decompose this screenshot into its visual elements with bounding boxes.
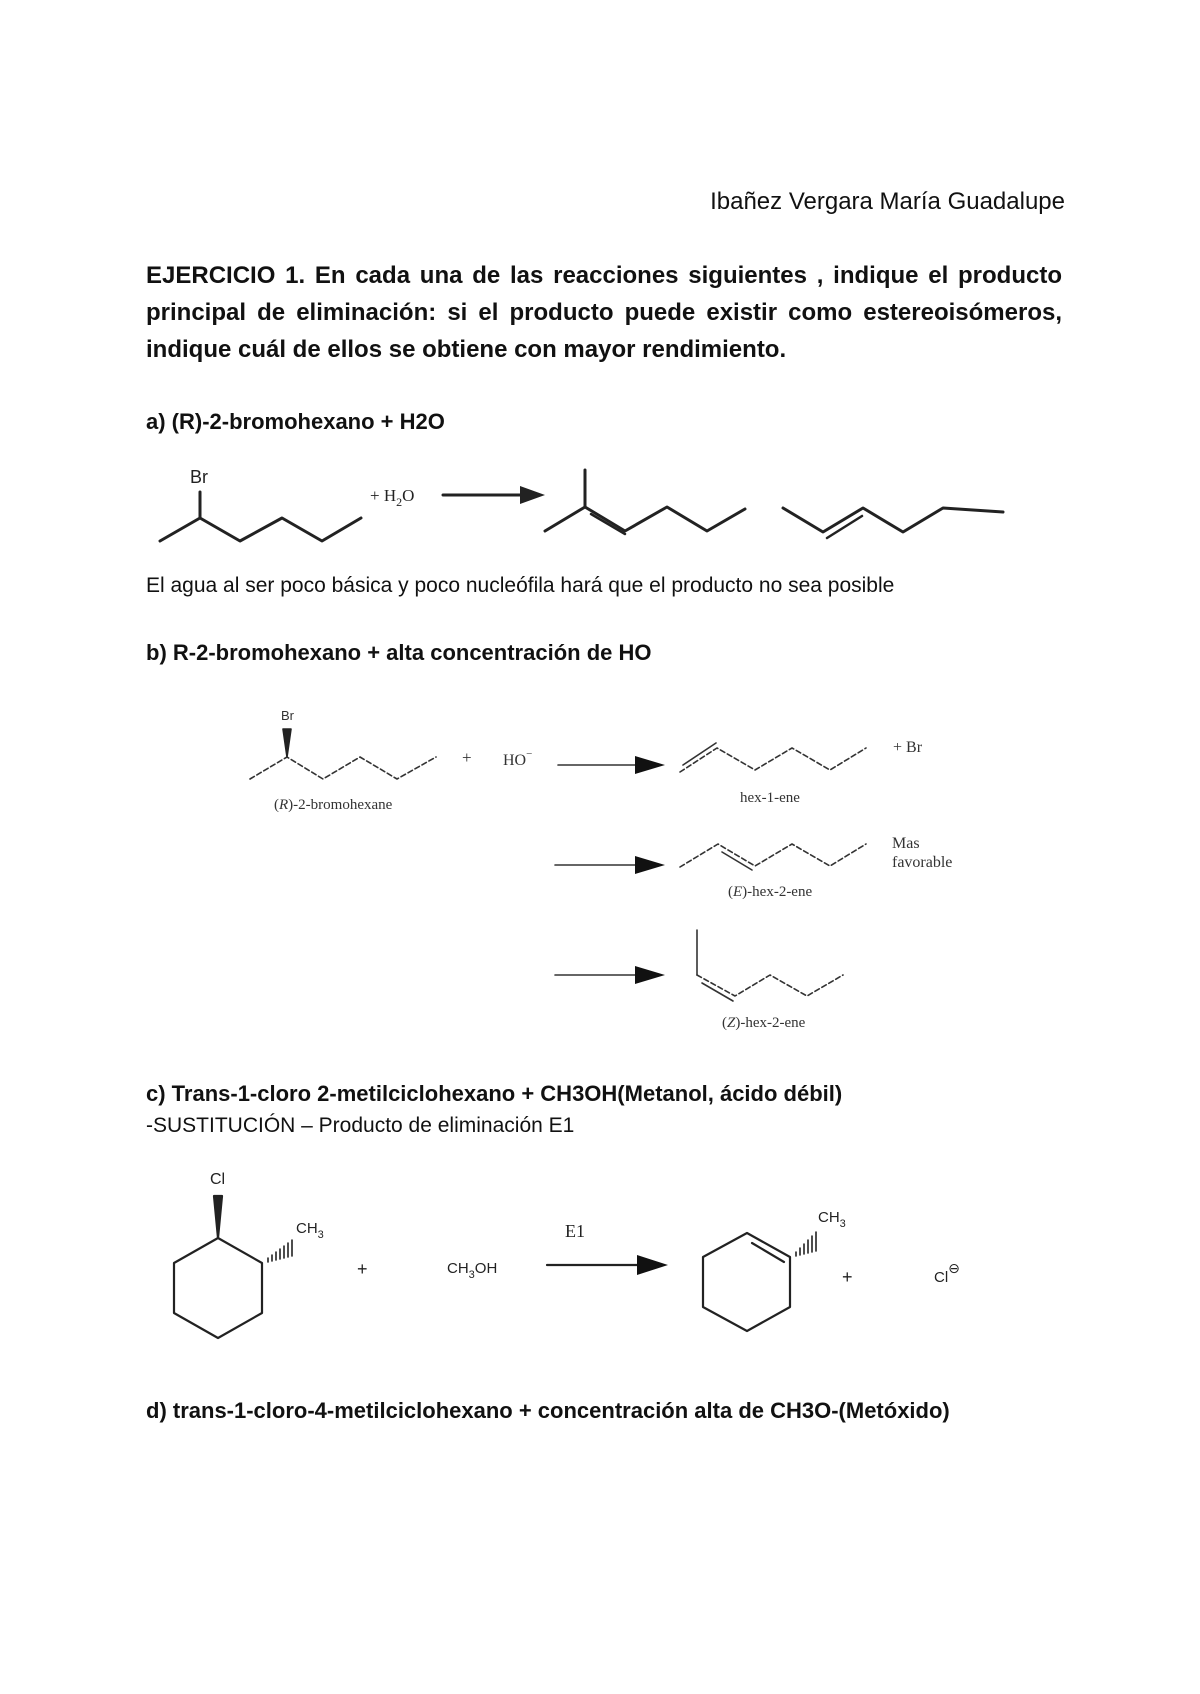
part-c-methanol-a: CH bbox=[447, 1260, 469, 1277]
part-b-reactant-name bbox=[274, 797, 393, 813]
part-a-br-label: Br bbox=[190, 467, 208, 487]
part-b-product-2-name bbox=[728, 884, 812, 900]
part-c-ch3-label bbox=[296, 1220, 324, 1241]
part-b-base-text: HO bbox=[503, 752, 527, 769]
part-b-arrow-2 bbox=[555, 856, 665, 874]
part-d-heading: d) trans-1-cloro-4-metilciclohexano + concentración alta de CH3O-(Metóxido) bbox=[146, 1398, 950, 1423]
part-c-ch3-sub: 3 bbox=[317, 1229, 324, 1241]
part-a-reagent bbox=[370, 486, 414, 509]
part-b-arrow-3 bbox=[555, 966, 665, 984]
part-c-cl-label: Cl bbox=[210, 1171, 226, 1188]
part-b-reactant-name-pre: ( bbox=[274, 797, 279, 813]
part-b-br-label: Br bbox=[281, 708, 294, 723]
part-c-ch3-main: CH bbox=[296, 1220, 318, 1237]
part-a-product-2-structure bbox=[783, 508, 1003, 538]
part-b-product-2-italic: E bbox=[733, 884, 743, 900]
part-b-product-1-structure bbox=[680, 743, 866, 772]
part-a-reactant-structure bbox=[160, 492, 361, 541]
part-c-arrow-label: E1 bbox=[565, 1221, 585, 1241]
part-c-chloride-charge: ⊖ bbox=[948, 1260, 960, 1276]
part-c-plus-1: + bbox=[357, 1259, 368, 1279]
part-b-base-charge: − bbox=[526, 748, 533, 760]
part-c-methanol-b: OH bbox=[474, 1260, 498, 1277]
part-b-product-3-name bbox=[722, 1015, 806, 1031]
part-b-arrow-1 bbox=[558, 756, 665, 774]
part-a-product-1-structure bbox=[545, 470, 745, 534]
part-b-reactant-name-italic: R bbox=[279, 797, 289, 813]
part-c-methanol-sub: 3 bbox=[468, 1269, 475, 1281]
part-c-product-ch3-label bbox=[818, 1209, 846, 1230]
exercise-text: En cada una de las reacciones siguientes , indique el producto principal de eliminación: si el producto puede existir como estereoisómeros, indique cuál de ellos se obtiene con mayor rendimiento. bbox=[146, 262, 1062, 363]
part-b-favorable-line2: favorable bbox=[892, 854, 953, 871]
part-b-favorable-line1: Mas bbox=[892, 835, 920, 852]
part-c-methanol bbox=[447, 1260, 497, 1281]
part-c-product-structure bbox=[703, 1232, 816, 1331]
part-b-plus: + bbox=[462, 748, 472, 767]
part-c-heading: c) Trans-1-cloro 2-metilciclohexano + CH3OH(Metanol, ácido débil) bbox=[146, 1081, 843, 1106]
part-a-reagent-sub: 2 bbox=[396, 495, 403, 509]
part-a-reagent-tail: O bbox=[402, 486, 415, 505]
part-c-subheading: -SUSTITUCIÓN – Producto de eliminación E1 bbox=[146, 1114, 575, 1137]
author-name: Ibañez Vergara María Guadalupe bbox=[710, 188, 1065, 215]
part-b-base bbox=[503, 748, 532, 769]
part-b-byproduct: + Br bbox=[893, 739, 923, 756]
part-b-reactant-name-post: )-2-bromohexane bbox=[288, 797, 393, 813]
part-b-product-2-pre: ( bbox=[728, 884, 733, 900]
part-c-plus-2: + bbox=[842, 1267, 853, 1287]
part-c-chloride-text: Cl bbox=[934, 1269, 949, 1286]
part-b-product-3-post: )-hex-2-ene bbox=[735, 1015, 806, 1031]
part-a-arrow bbox=[443, 486, 545, 504]
part-b-product-3-italic: Z bbox=[727, 1015, 736, 1031]
part-b-product-3-pre: ( bbox=[722, 1015, 727, 1031]
part-c-product-ch3-sub: 3 bbox=[839, 1218, 846, 1230]
part-b-product-3-structure bbox=[697, 930, 843, 1001]
part-c-reactant-structure bbox=[174, 1196, 292, 1338]
part-a-heading: a) (R)-2-bromohexano + H2O bbox=[146, 409, 445, 434]
exercise-label: EJERCICIO 1. bbox=[146, 262, 306, 289]
part-a-note: El agua al ser poco básica y poco nucleófila hará que el producto no sea posible bbox=[146, 574, 895, 597]
part-c-chloride bbox=[934, 1260, 960, 1286]
part-c-product-ch3-main: CH bbox=[818, 1209, 840, 1226]
part-a-reagent-plus: + H bbox=[370, 486, 397, 505]
part-b-heading: b) R-2-bromohexano + alta concentración de HO bbox=[146, 640, 652, 665]
part-b-product-2-post: )-hex-2-ene bbox=[742, 884, 813, 900]
part-b-product-1-name: hex-1-ene bbox=[740, 790, 800, 806]
part-b-reactant-structure bbox=[250, 729, 436, 779]
part-c-arrow bbox=[547, 1255, 668, 1275]
part-b-product-2-structure bbox=[680, 844, 866, 870]
